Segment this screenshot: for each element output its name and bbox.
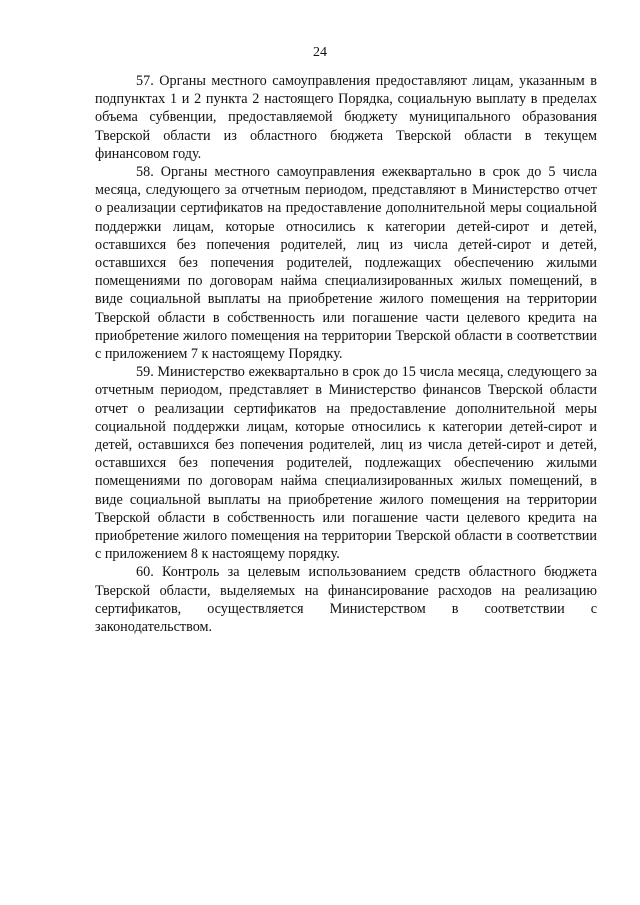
paragraph-60: 60. Контроль за целевым использованием средств областного бюджета Тверской области, выделяемых на финансирование расходов на реализацию сертификатов, осуществляется Министерством в соответствии с законодательством. [95, 564, 597, 636]
paragraph-59: 59. Министерство ежеквартально в срок до 15 числа месяца, следующего за отчетным периодом, представляет в Министерство финансов Тверской области отчет о реализации сертификатов на предоставление дополнительной меры социальной поддержки лицам, которые относились к категории детей-сирот и детей, оставшихся без попечения родителей, лиц из числа детей-сирот и детей, оставшихся без попечения родителей, подлежащих обеспечению жилыми помещениями по договорам найма специализированных жилых помещений, в виде социальной выплаты на приобретение жилого помещения на территории Тверской области в собственность или погашение части целевого кредита на приобретение жилого помещения на территории Тверской области в соответствии с приложением 8 к настоящему порядку. [95, 364, 597, 563]
page-number: 24 [313, 45, 327, 60]
paragraph-58: 58. Органы местного самоуправления ежеквартально в срок до 5 числа месяца, следующего за отчетным периодом, представляют в Министерство отчет о реализации сертификатов на предоставление дополнительной меры социальной поддержки лицам, которые относились к категории детей-сирот и детей, оставшихся без попечения родителей, лиц из числа детей-сирот и детей, оставшихся без попечения родителей, подлежащих обеспечению жилыми помещениями по договорам найма специализированных жилых помещений, в виде социальной выплаты на приобретение жилого помещения на территории Тверской области в собственность или погашение части целевого кредита на приобретение жилого помещения на территории Тверской области в соответствии с приложением 7 к настоящему Порядку. [95, 164, 597, 363]
document-body [95, 72, 597, 636]
paragraph-57: 57. Органы местного самоуправления предоставляют лицам, указанным в подпунктах 1 и 2 пункта 2 настоящего Порядка, социальную выплату в пределах объема субвенции, предоставляемой бюджету муниципального образования Тверской области из областного бюджета Тверской области в текущем финансовом году. [95, 73, 597, 162]
